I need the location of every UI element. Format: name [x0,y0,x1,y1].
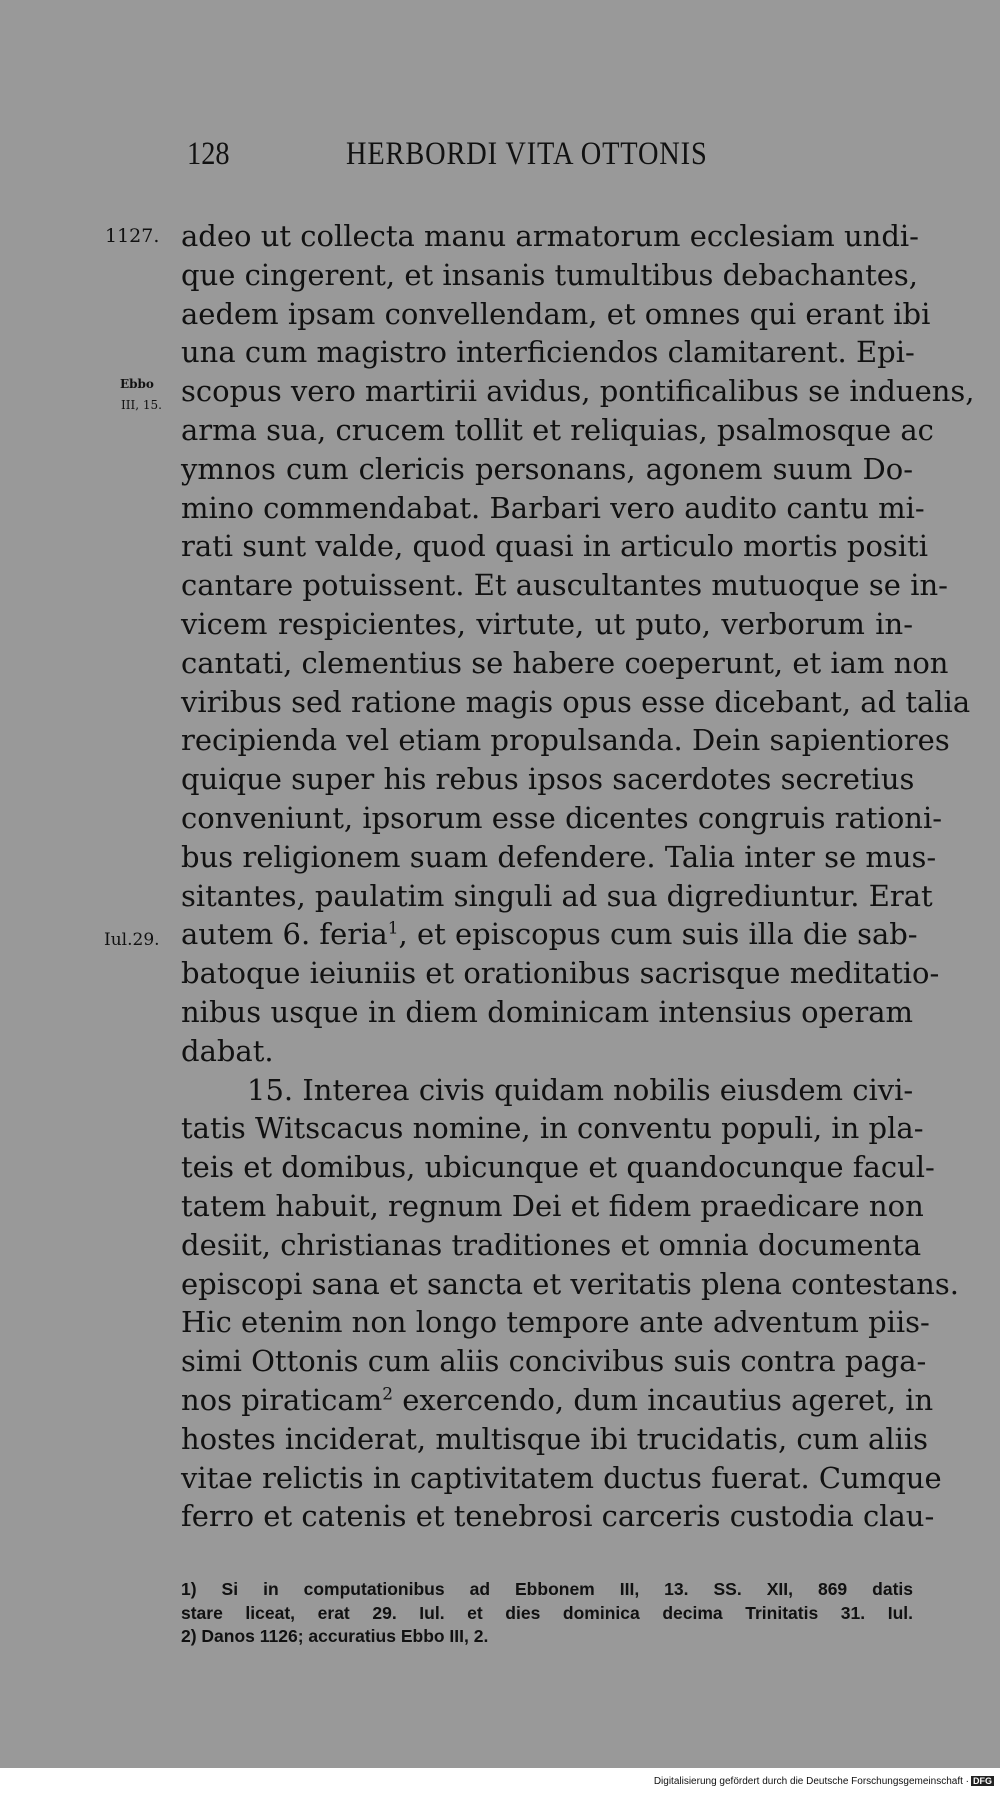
text-line: arma sua, crucem tollit et reliquias, psalmosque ac [181,412,934,447]
margin-note-date: Iul.29. [104,930,160,950]
credit-text: Digitalisierung gefördert durch die Deutsche Forschungsgemeinschaft · [653,1776,969,1787]
text-line: aedem ipsam convellendam, et omnes qui erant ibi [181,296,931,331]
text-segment: , et episcopus cum suis illa die sab- [398,917,918,952]
text-line: tatem habuit, regnum Dei et fidem praedicare non [181,1188,924,1223]
footnote-reference: 2 [382,1384,394,1405]
footnotes [181,1578,913,1649]
footnote-line: 2) Danos 1126; accuratius Ebbo III, 2. [181,1626,489,1647]
footnote-line: stare liceat, erat 29. Iul. et dies dominica decima Trinitatis 31. Iul. [181,1602,913,1623]
text-line: ferro et catenis et tenebrosi carceris custodia clau- [181,1499,935,1534]
text-segment: exercendo, dum incautius ageret, in [393,1382,934,1417]
page-number: 128 [187,136,230,172]
footnote-reference: 1 [387,918,399,939]
text-line: simi Ottonis cum aliis concivibus suis contra paga- [181,1344,927,1379]
text-line-with-footnote [181,915,918,954]
margin-note-source-1: Ebbo [120,377,154,391]
text-line: nibus usque in diem dominicam intensius operam [181,994,913,1029]
text-line: desiit, christianas traditiones et omnia documenta [181,1227,922,1262]
text-line: batoque ieiuniis et orationibus sacrisque meditatio- [181,956,940,991]
margin-note-source-2: III, 15. [121,398,162,412]
text-line: adeo ut collecta manu armatorum ecclesiam undi- [181,219,919,253]
margin-note-year: 1127. [105,225,160,247]
text-line: ymnos cum clericis personans, agonem suum Do- [181,451,913,486]
paragraph-start-line: 15. Interea civis quidam nobilis eiusdem civi- [247,1072,914,1107]
dfg-logo: DFG [973,1776,992,1786]
text-line: vitae relictis in captivitatem ductus fuerat. Cumque [181,1460,942,1495]
text-line: bus religionem suam defendere. Talia inter se mus- [181,839,937,874]
text-line: que cingerent, et insanis tumultibus debachantes, [181,257,918,292]
text-line: cantati, clementius se habere coeperunt, et iam non [181,645,949,680]
text-line: sitantes, paulatim singuli ad sua digrediuntur. Erat [181,878,933,913]
text-line: quique super his rebus ipsos sacerdotes secretius [181,762,915,797]
text-line: rati sunt valde, quod quasi in articulo mortis positi [181,529,928,564]
text-line: tatis Witscacus nomine, in conventu populi, in pla- [181,1111,924,1146]
running-title: HERBORDI VITA OTTONIS [346,136,708,172]
text-line: viribus sed ratione magis opus esse dicebant, ad talia [181,684,971,719]
footnote-line: 1) Si in computationibus ad Ebbonem III, 13. SS. XII, 869 datis [181,1579,913,1599]
text-line: episcopi sana et sancta et veritatis plena contestans. [181,1266,959,1301]
text-line-with-footnote [181,1381,934,1420]
text-line: teis et domibus, ubicunque et quandocunque facul- [181,1150,935,1185]
digitization-credit [654,1776,994,1787]
text-line: conveniunt, ipsorum esse dicentes congruis rationi- [181,800,943,835]
text-line: vicem respicientes, virtute, ut puto, verborum in- [181,606,913,641]
text-segment: nos piraticam [181,1382,383,1417]
text-line: cantare potuissent. Et auscultantes mutuoque se in- [181,568,948,603]
main-text [181,217,975,1536]
text-segment: autem 6. feria [181,917,388,952]
text-line: scopus vero martirii avidus, pontificalibus se induens, [181,374,975,409]
text-line: hostes inciderat, multisque ibi trucidatis, cum aliis [181,1421,929,1456]
text-line: mino commendabat. Barbari vero audito cantu mi- [181,490,925,525]
text-line: recipienda vel etiam propulsanda. Dein sapientiores [181,723,950,758]
text-line: dabat. [181,1033,274,1068]
text-line: una cum magistro interficiendos clamitarent. Epi- [181,335,915,370]
text-line: Hic etenim non longo tempore ante adventum piis- [181,1305,930,1340]
